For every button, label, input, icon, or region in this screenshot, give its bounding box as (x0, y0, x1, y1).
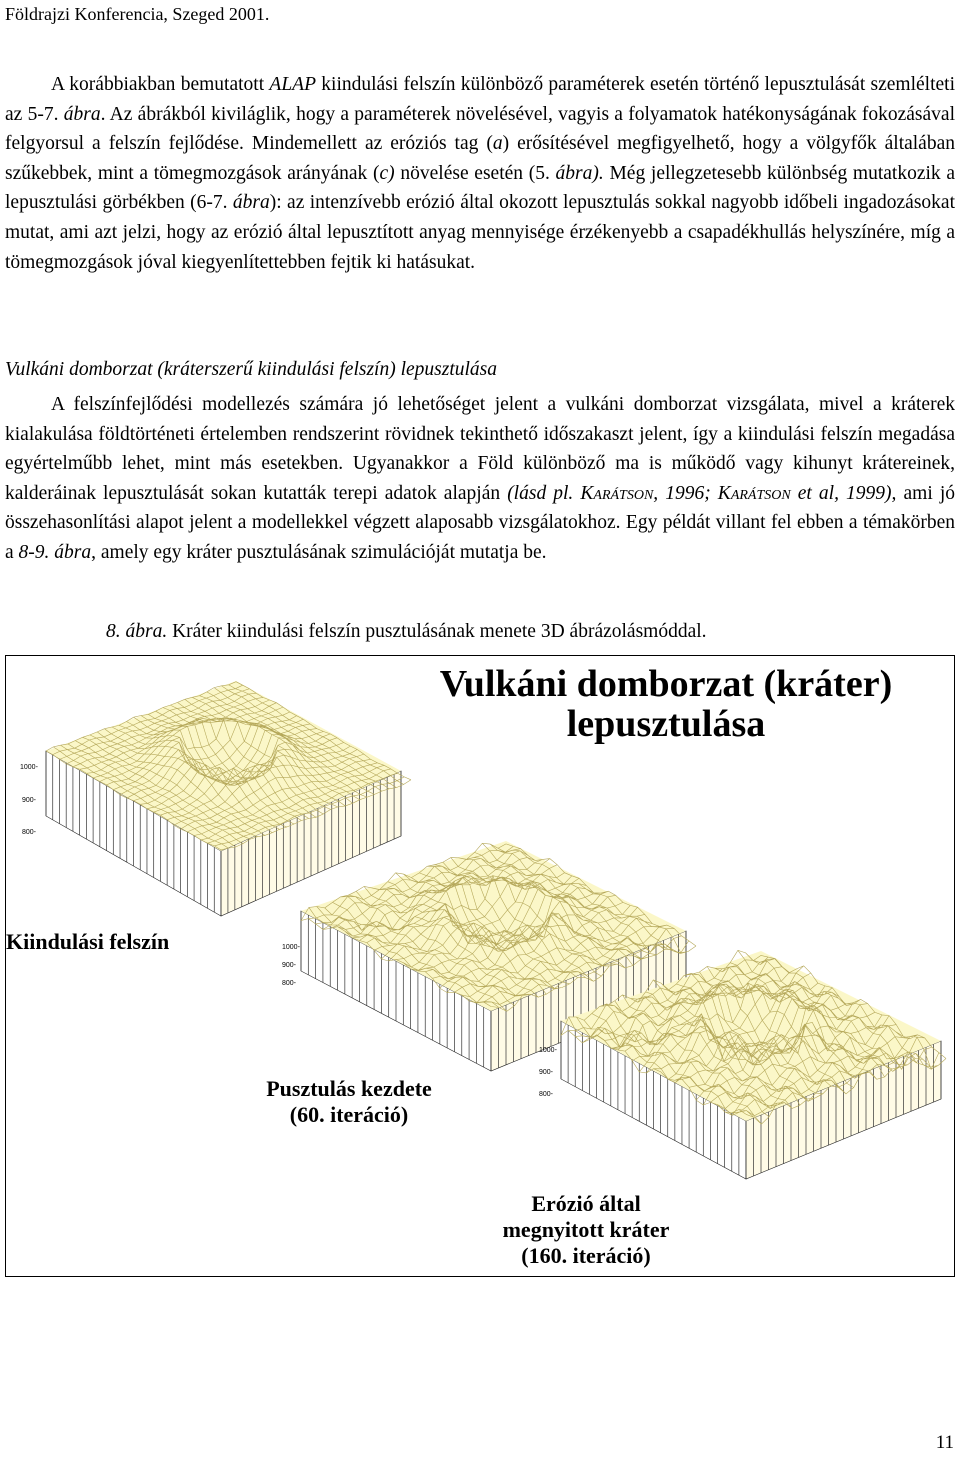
paragraph-2: A felszínfejlődési modellezés számára jó lehetőséget jelent a vulkáni domborzat vizsgálata, mivel a kráterek kialakulása földtörténeti értelemben rendszerint rövidnek tekinthető időszakaszt jelent, így a kiindulási felszín megadása egyértelműbb lehet, mint más esetekben. Ugyanakkor a Föld különböző ma is működő vagy kihunyt krátereinek, kalderáinak lepusztulását sokan kutatták terepi adatok alapján (lásd pl. Karátson, 1996; Karátson et al, 1999), ami jó összehasonlítási alapot jelent a modellekkel végzett alaposabb vizsgálatokhoz. Egy példát villant fel ebben a témakörben a 8-9. ábra, amely egy kráter pusztulásának szimulációját mutatja be. (5, 394, 955, 563)
page-number: 11 (935, 1432, 954, 1453)
axis-tick: 800- (539, 1091, 554, 1098)
section-heading: Vulkáni domborzat (kráterszerű kiindulási felszín) lepusztulása (5, 359, 497, 380)
crater-figure (5, 655, 955, 1277)
label-iteration-160: Erózió által megnyitott kráter (160. iteráció) (502, 1191, 670, 1268)
running-header: Földrajzi Konferencia, Szeged 2001. (5, 4, 270, 24)
figure-title: Vulkáni domborzat (kráter) lepusztulása (439, 663, 893, 745)
figure-caption: 8. ábra. Kráter kiindulási felszín pusztulásának menete 3D ábrázolásmóddal. (106, 621, 707, 642)
axis-tick: 1000- (20, 764, 38, 771)
axis-tick: 900- (282, 962, 297, 969)
axis-tick: 800- (22, 829, 37, 836)
paragraph-1: A korábbiakban bemutatott ALAP kiindulási felszín különböző paraméterek esetén történő lepusztulását szemlélteti az 5-7. ábra. Az ábrákból kiviláglik, hogy a paraméterek növelésével, vagyis a folyamatok hatékonyságának fokozásával felgyorsul a felszín fejlődése. Mindemellett az eróziós tag (a) erősítésével megfigyelhető, hogy a völgyfők általában szűkebbek, mint a tömegmozgások arányának (c) növelése esetén (5. ábra). Még jellegzetesebb különbség mutatkozik a lepusztulási görbékben (6-7. ábra): az intenzívebb erózió által okozott lepusztulás sokkal nagyobb időbeli ingadozásokat mutat, ami azt jelzi, hogy az erózió által lepusztított anyag mennyisége érzékenyebb a csapadékhullás helyszínére, míg a tömegmozgások jóval kiegyenlítettebben fejtik ki hatásukat. (5, 74, 956, 273)
axis-tick: 900- (539, 1069, 554, 1076)
crater-3d-plots (6, 656, 955, 1277)
label-iteration-60: Pusztulás kezdete (60. iteráció) (266, 1076, 432, 1127)
axis-tick: 1000- (539, 1047, 557, 1054)
axis-tick: 1000- (282, 944, 300, 951)
axis-tick: 900- (22, 797, 37, 804)
axis-tick: 800- (282, 980, 297, 987)
label-initial-surface: Kiindulási felszín (6, 929, 170, 954)
